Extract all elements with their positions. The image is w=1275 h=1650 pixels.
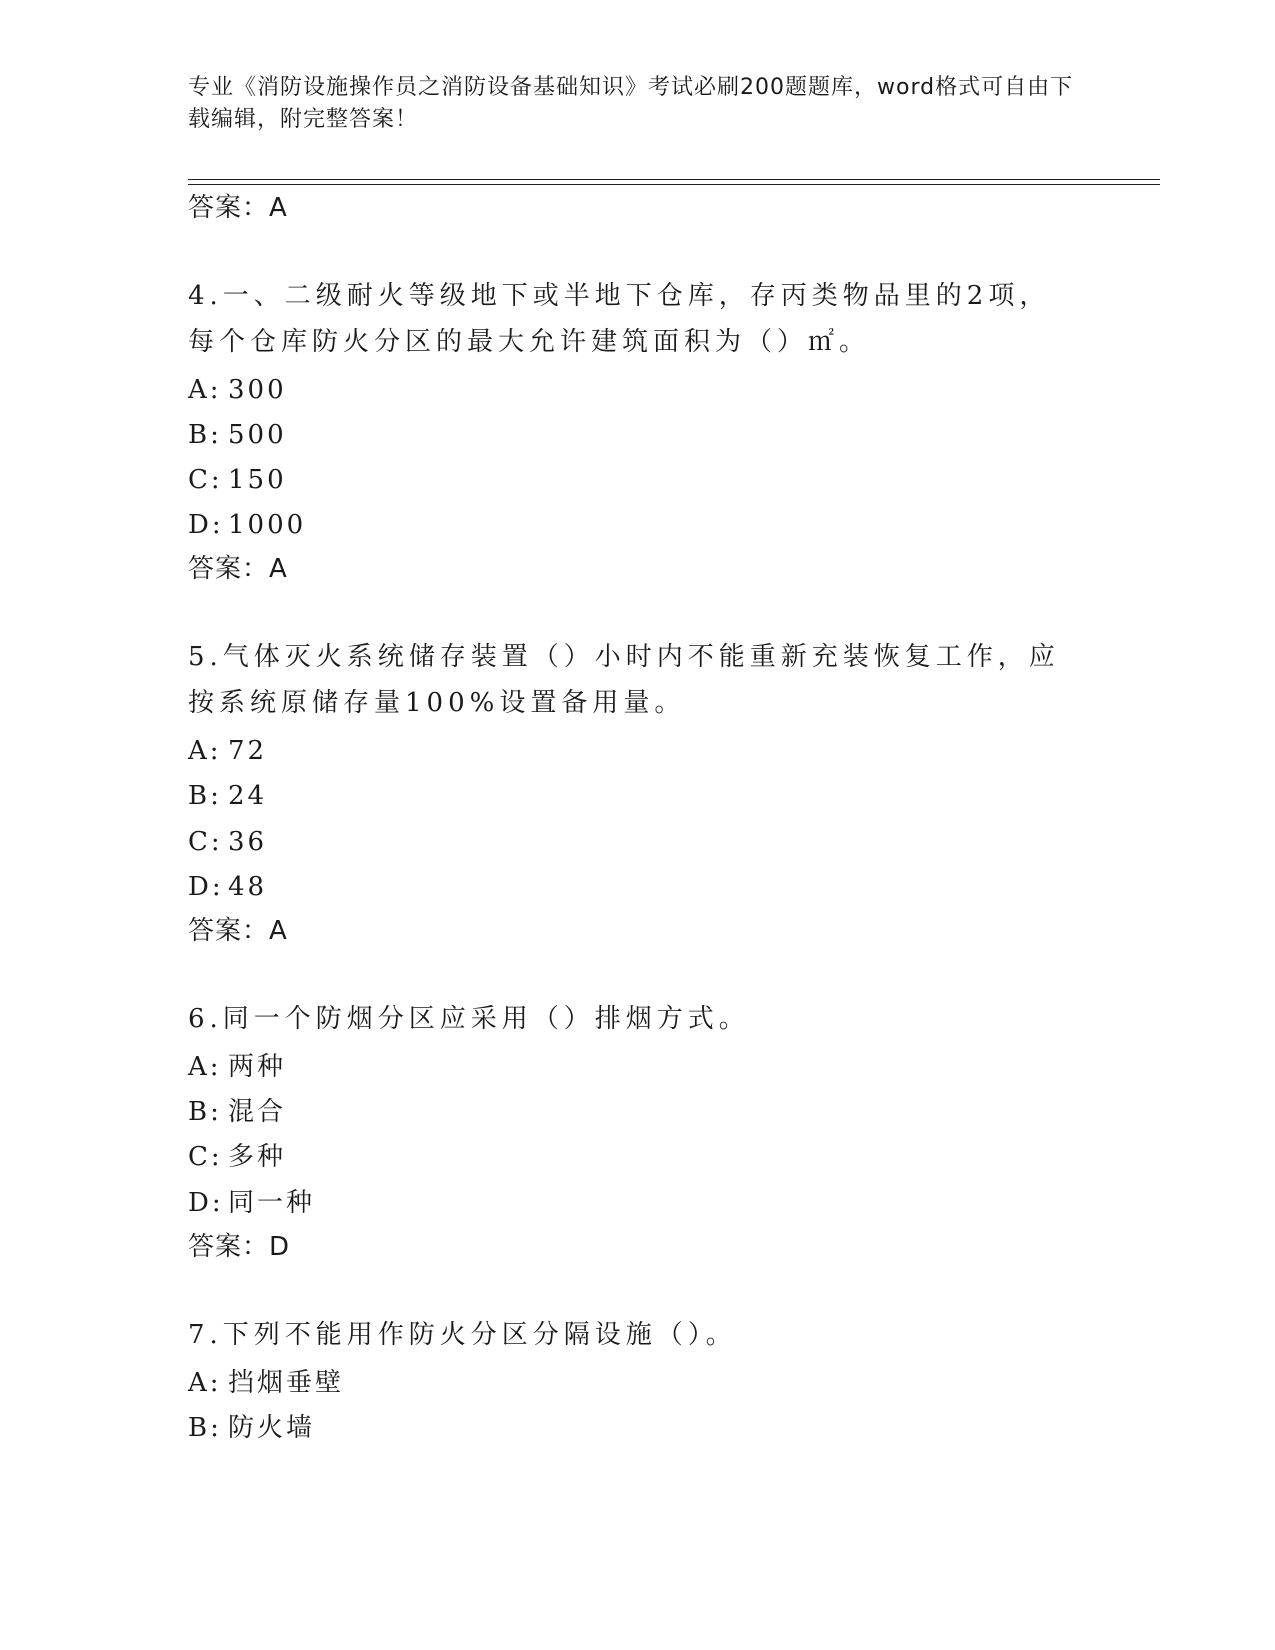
answer-line: 答案：D [188, 1232, 291, 1262]
option-text: 300 [228, 375, 287, 405]
option-c [188, 464, 287, 496]
option-letter: C: [188, 1142, 223, 1172]
option-text: 500 [228, 420, 287, 450]
option-letter: D: [188, 872, 224, 902]
option-letter: B: [188, 781, 222, 811]
option-text: 1000 [228, 510, 307, 540]
header-divider-top [188, 179, 1160, 180]
answer-line: 答案：A [188, 916, 288, 946]
option-b [188, 780, 267, 812]
document-header: 专业《消防设施操作员之消防设备基础知识》考试必刷200题题库，word格式可自由下载编辑，附完整答案！ [188, 75, 1074, 132]
option-letter: B: [188, 420, 222, 450]
option-text: 两种 [228, 1052, 287, 1082]
option-a [188, 735, 267, 767]
option-letter: B: [188, 1097, 222, 1127]
option-d [188, 871, 267, 903]
option-b [188, 419, 287, 451]
answer-line: 答案：A [188, 193, 288, 223]
option-letter: A: [188, 375, 222, 405]
option-text: 48 [228, 872, 268, 902]
option-a [188, 374, 287, 406]
option-text: 混合 [228, 1097, 287, 1127]
option-b [188, 1096, 286, 1128]
option-letter: A: [188, 1052, 222, 1082]
option-d [188, 1187, 315, 1219]
option-a [188, 1367, 344, 1399]
answer-line: 答案：A [188, 554, 288, 584]
option-c [188, 1141, 286, 1173]
question-4: 4.一、二级耐火等级地下或半地下仓库，存丙类物品里的2项，每个仓库防火分区的最大允许建筑面积为（）㎡。 [188, 281, 1051, 357]
option-letter: C: [188, 827, 223, 857]
header-divider-bottom [188, 184, 1160, 185]
option-letter: D: [188, 1188, 224, 1218]
option-a [188, 1051, 286, 1083]
option-text: 同一种 [228, 1188, 316, 1218]
option-letter: B: [188, 1413, 222, 1443]
option-letter: A: [188, 736, 222, 766]
option-c [188, 826, 267, 858]
option-text: 24 [228, 781, 268, 811]
option-text: 防火墙 [228, 1413, 316, 1443]
option-b [188, 1412, 315, 1444]
option-text: 72 [228, 736, 268, 766]
option-text: 挡烟垂壁 [228, 1368, 345, 1398]
option-letter: A: [188, 1368, 222, 1398]
option-letter: C: [188, 465, 223, 495]
option-letter: D: [188, 510, 224, 540]
question-7: 7.下列不能用作防火分区分隔设施（）。 [188, 1320, 737, 1350]
option-text: 多种 [228, 1142, 287, 1172]
question-6: 6.同一个防烟分区应采用（）排烟方式。 [188, 1004, 750, 1034]
option-text: 150 [228, 465, 287, 495]
option-d [188, 509, 306, 541]
question-5: 5.气体灭火系统储存装置（）小时内不能重新充装恢复工作，应按系统原储存量100%设置备用量。 [188, 642, 1060, 718]
option-text: 36 [228, 827, 268, 857]
